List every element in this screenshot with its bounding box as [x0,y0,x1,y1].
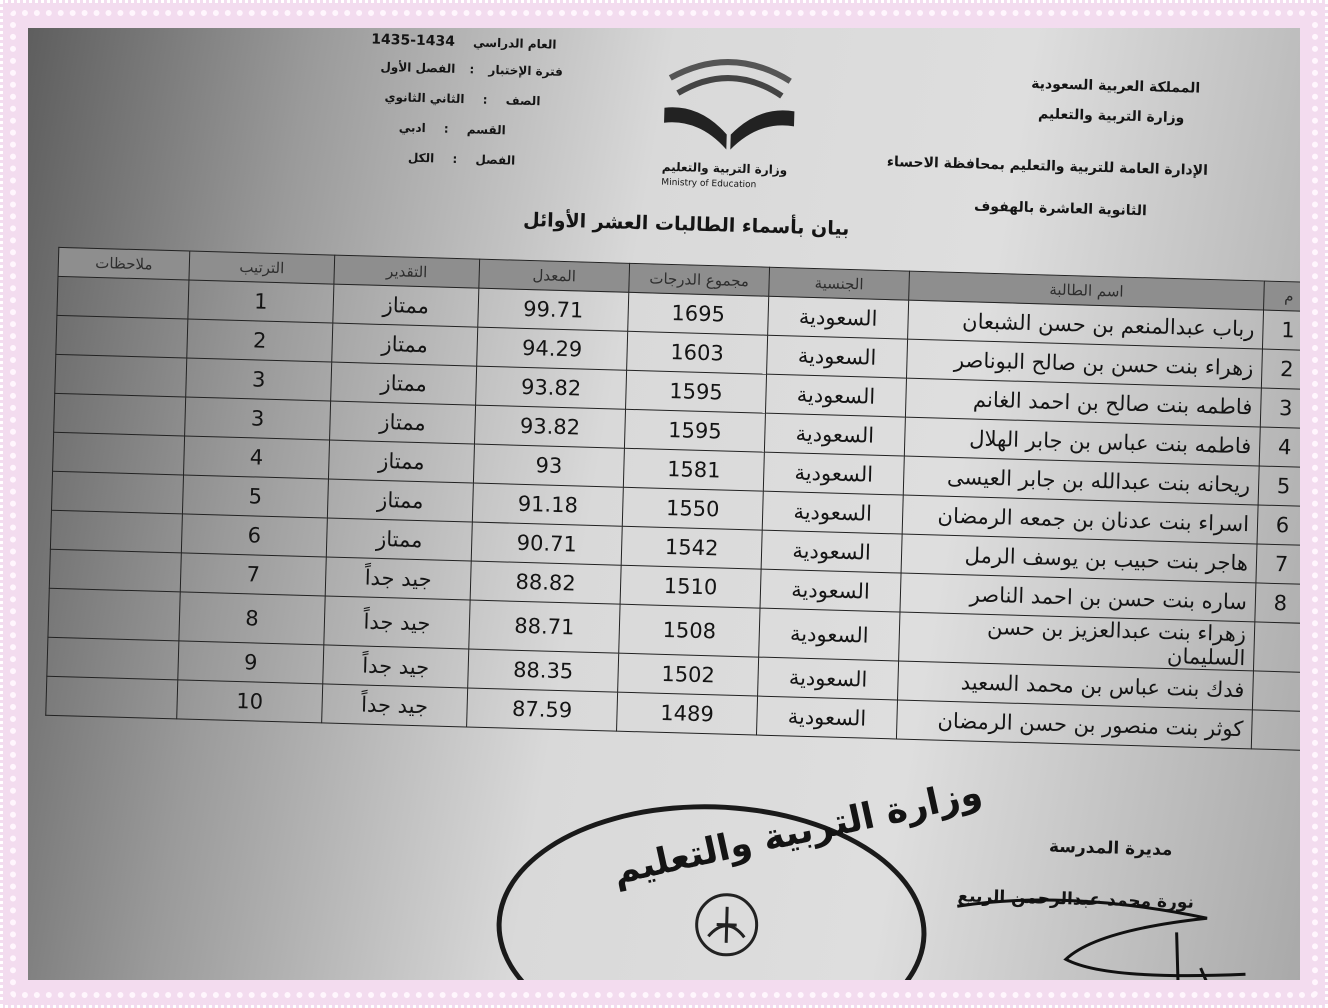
cell-name: هاجر بنت حبيب بن يوسف الرمل [901,534,1257,583]
meta-section-label: القسم [466,122,506,138]
cell-nationality: السعودية [762,491,903,534]
cell-rank: 5 [182,475,328,518]
col-header-notes: ملاحظات [58,247,190,280]
cell-average: 93 [473,444,624,487]
cell-name: كوثر بنت منصور بن حسن الرمضان [896,700,1252,749]
cell-grade: ممتاز [333,284,479,327]
cell-average: 93.82 [474,405,625,448]
cell-index: 8 [1255,583,1300,623]
principal-name: نورة محمد عبدالرحمن الربيع [957,886,1195,913]
cell-total: 1595 [624,409,765,452]
signature-icon [944,866,1279,980]
cell-index: 3 [1260,388,1300,428]
cell-average: 93.82 [476,366,627,409]
cell-rank: 4 [184,436,330,479]
cell-index: 2 [1261,349,1300,389]
cell-rank: 7 [180,553,326,596]
cell-index [1252,671,1300,711]
col-header-grade: التقدير [334,255,480,288]
meta-grade: الصف : الثاني الثانوي [384,89,541,109]
cell-name: زهراء بنت حسن بن صالح البوناصر [906,339,1262,388]
cell-nationality: السعودية [764,413,905,456]
header-country: المملكة العربية السعودية [1031,75,1201,97]
cell-rank: 9 [178,641,324,684]
cell-index: 5 [1258,466,1300,506]
students-table [45,247,1300,751]
cell-average: 87.59 [467,688,618,731]
cell-nationality: السعودية [768,296,909,339]
ministry-logo [616,37,821,223]
cell-total: 1508 [619,604,760,657]
col-header-index: م [1264,281,1300,311]
cell-average: 90.71 [471,522,622,565]
cell-notes [51,471,183,514]
cell-notes [49,549,181,592]
document-sheet [28,28,1300,980]
meta-grade-label: الصف [505,93,541,109]
cell-nationality: السعودية [758,657,899,700]
cell-total: 1542 [621,526,762,569]
meta-class-label: الفصل [475,152,516,168]
cell-nationality: السعودية [759,608,900,661]
cell-total: 1603 [627,331,768,374]
meta-year-value: 1434-1435 [371,31,456,50]
cell-rank: 10 [177,680,323,723]
cell-average: 88.71 [469,600,620,653]
col-header-total: مجموع الدرجات [629,263,770,296]
cell-name: فاطمه بنت عباس بن جابر الهلال [904,417,1260,466]
page-title: بيان بأسماء الطالبات العشر الأوائل [522,208,850,240]
cell-grade: ممتاز [328,440,474,483]
cell-rank: 8 [179,592,325,645]
cell-index: 7 [1256,544,1300,584]
meta-term: فترة الإختبار : الفصل الأول [380,59,564,79]
cell-name: زهراء بنت عبدالعزيز بن حسن السليمان [899,612,1255,671]
cell-nationality: السعودية [767,335,908,378]
cell-notes [48,588,180,641]
cell-total: 1510 [620,565,761,608]
cell-rank: 3 [185,397,331,440]
cell-average: 91.18 [472,483,623,526]
cell-rank: 6 [181,514,327,557]
logo-english: Ministry of Education [661,177,757,191]
col-header-nationality: الجنسية [769,267,910,300]
header-school: الثانوية العاشرة بالهفوف [973,198,1147,220]
cell-notes [56,315,188,358]
cell-name: رباب عبدالمنعم بن حسن الشبعان [908,300,1264,349]
cell-index: 1 [1262,310,1300,350]
cell-notes [46,676,178,719]
cell-total: 1581 [623,448,764,491]
cell-grade: ممتاز [331,362,477,405]
cell-average: 99.71 [478,288,629,331]
cell-index [1251,710,1300,750]
cell-index [1253,622,1300,672]
cell-name: فدك بنت عباس بن محمد السعيد [898,661,1254,710]
cell-name: اسراء بنت عدنان بن جمعه الرمضان [902,495,1258,544]
cell-total: 1695 [628,292,769,335]
cell-total: 1502 [618,653,759,696]
book-arcs-icon [658,48,801,162]
cell-index: 6 [1257,505,1300,545]
cell-name: فاطمه بنت صالح بن احمد الغانم [905,378,1261,427]
document-photo [28,28,1300,980]
cell-total: 1489 [617,692,758,735]
col-header-average: المعدل [479,259,630,292]
meta-class: الفصل : الكل [407,150,516,168]
meta-grade-value: الثاني الثانوي [384,89,465,107]
meta-section: القسم : ادبي [398,120,506,138]
meta-class-value: الكل [407,150,435,166]
cell-rank: 3 [186,358,332,401]
cell-rank: 1 [188,280,334,323]
logo-arabic: وزارة التربية والتعليم [661,159,788,178]
cell-grade: جيد جداً [322,684,468,727]
meta-term-label: فترة الإختبار [488,62,564,79]
meta-section-value: ادبي [398,120,426,136]
stamp-text: وزارة التربية والتعليم [609,771,986,893]
col-header-name: اسم الطالبة [909,271,1265,310]
stamp-emblem-icon [686,884,768,966]
cell-average: 88.82 [470,561,621,604]
cell-nationality: السعودية [761,530,902,573]
cell-notes [53,432,185,475]
cell-name: ريحانه بنت عبدالله بن جابر العيسى [903,456,1259,505]
cell-grade: جيد جداً [325,557,471,600]
cell-nationality: السعودية [756,696,897,739]
cell-grade: جيد جداً [323,645,469,688]
cell-nationality: السعودية [765,374,906,417]
cell-grade: ممتاز [327,479,473,522]
cell-grade: ممتاز [326,518,472,561]
col-header-rank: الترتيب [189,251,335,284]
cell-notes [55,354,187,397]
cell-nationality: السعودية [763,452,904,495]
cell-nationality: السعودية [760,569,901,612]
cell-index: 4 [1259,427,1300,467]
cell-grade: جيد جداً [324,596,470,649]
cell-name: ساره بنت حسن بن احمد الناصر [900,573,1256,622]
cell-grade: ممتاز [332,323,478,366]
meta-year [371,32,557,53]
cell-average: 88.35 [468,649,619,692]
cell-notes [54,393,186,436]
cell-notes [47,637,179,680]
header-directorate: الإدارة العامة للتربية والتعليم بمحافظة الاحساء [886,153,1209,179]
cell-total: 1550 [622,487,763,530]
cell-notes [57,276,189,319]
principal-title: مديرة المدرسة [1048,836,1173,861]
meta-term-value: الفصل الأول [380,59,456,76]
cell-grade: ممتاز [330,401,476,444]
header-ministry: وزارة التربية والتعليم [1037,106,1185,127]
cell-notes [50,510,182,553]
cell-total: 1595 [626,370,767,413]
cell-average: 94.29 [477,327,628,370]
cell-rank: 2 [187,319,333,362]
meta-year-label: العام الدراسي [472,35,557,52]
